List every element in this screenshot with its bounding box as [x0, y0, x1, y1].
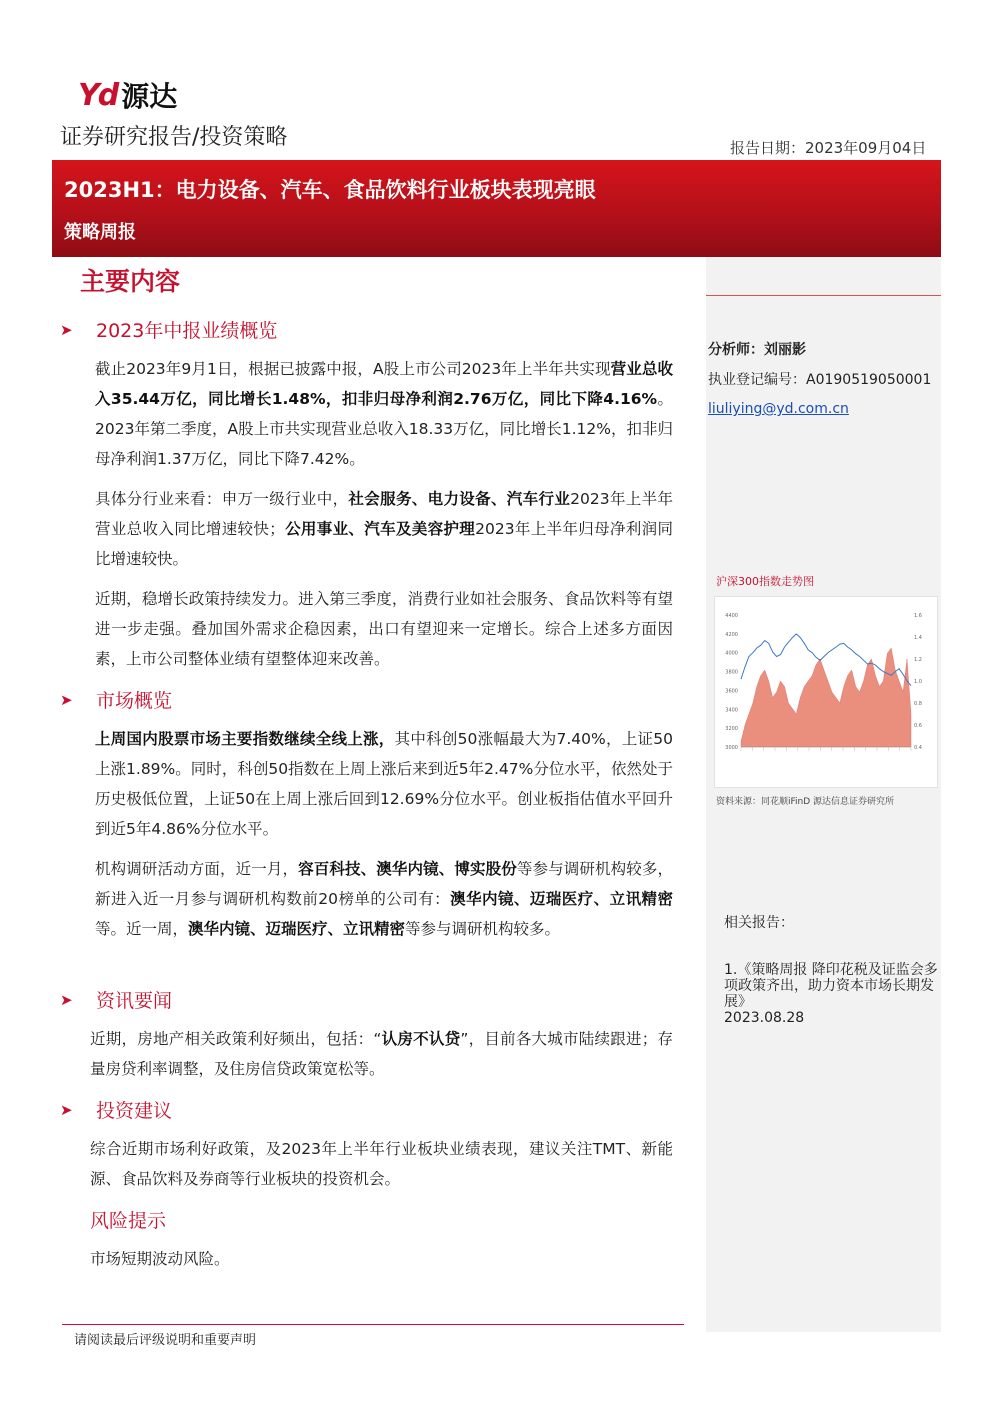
related-reports-title: 相关报告： [724, 915, 794, 931]
analyst-email[interactable]: liuliying@yd.com.cn [708, 401, 849, 417]
text: 近期，房地产相关政策利好频出，包括：“ [90, 1030, 382, 1048]
y-tick-left: 3000 [725, 745, 738, 751]
chart-title: 沪深300指数走势图 [716, 575, 814, 588]
paragraph-industry [95, 484, 673, 574]
text: 等。近一周， [95, 920, 189, 938]
chart-source: 资料来源：同花顺iFinD 源达信息证券研究所 [716, 797, 895, 807]
logo [78, 78, 177, 112]
y-tick-right: 1.2 [914, 657, 922, 663]
y-tick-right: 1.4 [914, 635, 922, 641]
footer-notice[interactable]: 请阅读最后评级说明和重要声明 [74, 1333, 257, 1348]
y-tick-left: 4000 [725, 650, 738, 657]
related-report-item[interactable] [724, 962, 946, 1026]
y-tick-right: 0.4 [914, 745, 922, 751]
arrow-icon: ➤ [60, 1100, 73, 1119]
arrow-icon: ➤ [60, 990, 73, 1009]
text-bold: 认房不认贷 [381, 1030, 461, 1048]
y-tick-left: 4200 [725, 631, 738, 638]
text-bold: 公用事业、汽车及美容护理 [284, 520, 476, 538]
logo-mark: Yd [78, 77, 118, 113]
text: 具体分行业来看：申万一级行业中， [95, 490, 349, 508]
text: 等参与调研机构较多。 [405, 920, 561, 938]
paragraph-earnings-overview [95, 354, 673, 474]
section-earnings [60, 316, 277, 343]
related-report-date: 2023.08.28 [724, 1010, 805, 1026]
related-report-name: 1.《策略周报 降印花税及证监会多项政策齐出，助力资本市场长期发展》 [724, 962, 938, 1010]
text-bold: 澳华内镜、迈瑞医疗、立讯精密 [188, 920, 406, 938]
section-news [60, 986, 172, 1013]
arrow-icon: ➤ [60, 690, 73, 709]
section-risk: 风险提示 [90, 1210, 167, 1232]
main-heading: 主要内容 [80, 267, 181, 296]
y-tick-left: 3600 [725, 688, 738, 695]
text: ”，目前各大城市陆续跟进；存量房贷利率调整，及住房信贷政策宽松等。 [90, 1030, 673, 1078]
y-tick-right: 1.0 [914, 679, 922, 685]
text-bold: 社会服务、电力设备、汽车行业 [348, 490, 571, 508]
y-tick-left: 4400 [725, 613, 738, 619]
analyst-license: 执业登记编号：A0190519050001 [708, 372, 932, 388]
paragraph-risk: 市场短期波动风险。 [90, 1250, 230, 1268]
y-tick-left: 3400 [725, 707, 738, 714]
text: 截止2023年9月1日，根据已披露中报，A股上市公司2023年上半年共实现 [95, 360, 611, 378]
text: 2023年上半年归母净利润同比增速较快。 [95, 520, 673, 568]
section-title: 市场概览 [96, 690, 173, 712]
area-series [741, 648, 911, 747]
paragraph-advice: 综合近期市场利好政策，及2023年上半年行业板块业绩表现，建议关注TMT、新能源、食品饮料及券商等行业板块的投资机会。 [90, 1140, 673, 1188]
title-banner [52, 160, 941, 257]
section-title: 资讯要闻 [96, 990, 173, 1012]
paragraph-news [90, 1024, 673, 1084]
section-advice [60, 1096, 172, 1123]
paragraph-market [95, 724, 673, 844]
text: 2023年上半年营业总收入同比增速较快； [95, 490, 673, 538]
text: 。2023年第二季度，A股上市共实现营业总收入18.33万亿，同比增长1.12%，扣非归母净利润1.37万亿，同比下降7.42%。 [95, 390, 673, 468]
report-title: 2023H1：电力设备、汽车、食品饮料行业板块表现亮眼 [64, 178, 596, 202]
text-bold: 上周国内股票市场主要指数继续全线上涨， [95, 730, 395, 748]
analyst-name: 分析师：刘丽影 [708, 342, 806, 358]
section-market [60, 686, 172, 713]
y-tick-right: 0.8 [914, 701, 922, 707]
y-tick-left: 3800 [725, 669, 738, 676]
report-type: 策略周报 [64, 222, 136, 243]
arrow-icon: ➤ [60, 320, 73, 339]
text-bold: 容百科技、澳华内镜、博实股份 [298, 860, 517, 878]
sidebar-divider [706, 295, 941, 296]
index-chart [714, 596, 938, 788]
text: 机构调研活动方面，近一月， [95, 860, 299, 878]
section-title: 投资建议 [96, 1100, 173, 1122]
section-title: 2023年中报业绩概览 [96, 320, 278, 342]
text: 等参与调研机构较多，新进入近一月参与调研机构数前20榜单的公司有： [95, 860, 673, 908]
paragraph-outlook: 近期，稳增长政策持续发力。进入第三季度，消费行业如社会服务、食品饮料等有望进一步走强。叠加国外需求企稳因素，出口有望迎来一定增长。综合上述多方面因素，上市公司整体业绩有望整体迎来改善。 [95, 590, 673, 668]
paragraph-research [95, 854, 673, 944]
y-tick-right: 0.6 [914, 723, 922, 729]
report-date: 报告日期：2023年09月04日 [730, 139, 927, 157]
text-bold: 营业总收入35.44万亿，同比增长1.48%，扣非归母净利润2.76万亿，同比下降4.16% [95, 360, 673, 408]
report-category: 证券研究报告/投资策略 [60, 125, 288, 150]
y-tick-right: 1.6 [914, 613, 922, 619]
chart-svg [715, 597, 937, 787]
footer-divider [62, 1324, 684, 1325]
text-bold: 澳华内镜、迈瑞医疗、立讯精密 [450, 890, 673, 908]
text: 其中科创50涨幅最大为7.40%，上证50上涨1.89%。同时，科创50指数在上周上涨后来到近5年2.47%分位水平，依然处于历史极低位置，上证50在上周上涨后回到12.69%分位水平。创业板指估值水平回升到近5年4.86%分位水平。 [95, 730, 673, 838]
y-tick-left: 3200 [725, 726, 738, 733]
logo-text: 源达 [121, 80, 178, 113]
